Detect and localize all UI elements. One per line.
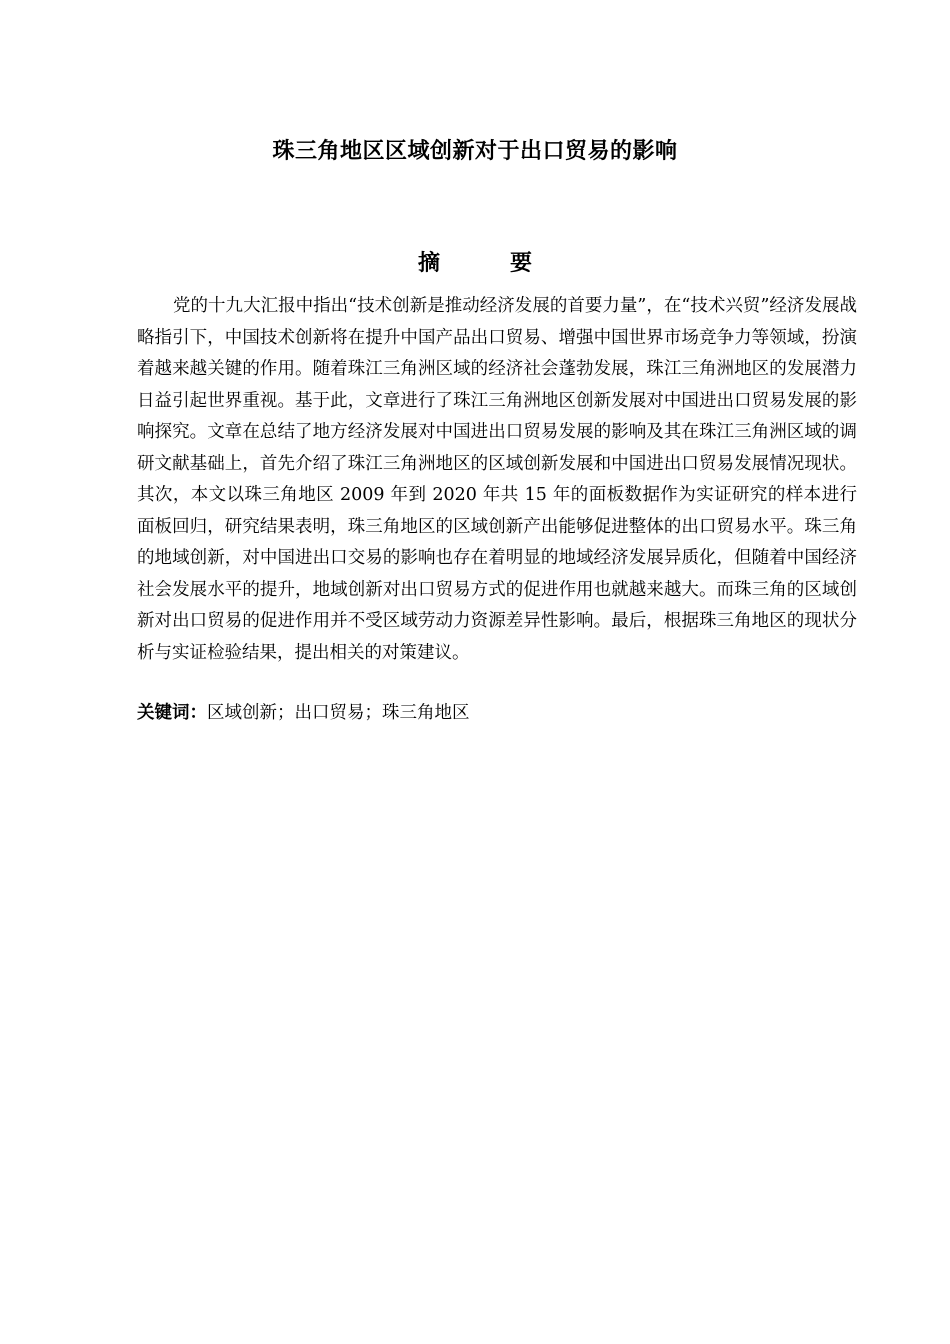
keywords-text: 区域创新；出口贸易；珠三角地区 xyxy=(207,703,470,723)
abstract-heading: 摘 要 xyxy=(417,251,556,276)
keywords-line xyxy=(137,698,857,730)
abstract-paragraph: 党的十九大汇报中指出“技术创新是推动经济发展的首要力量”，在“技术兴贸”经济发展战略指引下，中国技术创新将在提升中国产品出口贸易、增强中国世界市场竞争力等领域，扮演着越来越关键的作用。随着珠江三角洲区域的经济社会蓬勃发展，珠江三角洲地区的发展潜力日益引起世界重视。基于此，文章进行了珠江三角洲地区创新发展对中国进出口贸易发展的影响探究。文章在总结了地方经济发展对中国进出口贸易发展的影响及其在珠江三角洲区域的调研文献基础上，首先介绍了珠江三角洲地区的区域创新发展和中国进出口贸易发展情况现状。其次，本文以珠三角地区 2009 年到 2020 年共 15 年的面板数据作为实证研究的样本进行面板回归，研究结果表明，珠三角地区的区域创新产出能够促进整体的出口贸易水平。珠三角的地域创新，对中国进出口交易的影响也存在着明显的地域经济发展异质化，但随着中国经济社会发展水平的提升，地域创新对出口贸易方式的促进作用也就越来越大。而珠三角的区域创新对出口贸易的促进作用并不受区域劳动力资源差异性影响。最后，根据珠三角地区的现状分析与实证检验结果，提出相关的对策建议。 xyxy=(137,296,857,663)
keywords-label: 关键词： xyxy=(137,703,207,723)
document-title: 珠三角地区区域创新对于出口贸易的影响 xyxy=(272,139,678,164)
